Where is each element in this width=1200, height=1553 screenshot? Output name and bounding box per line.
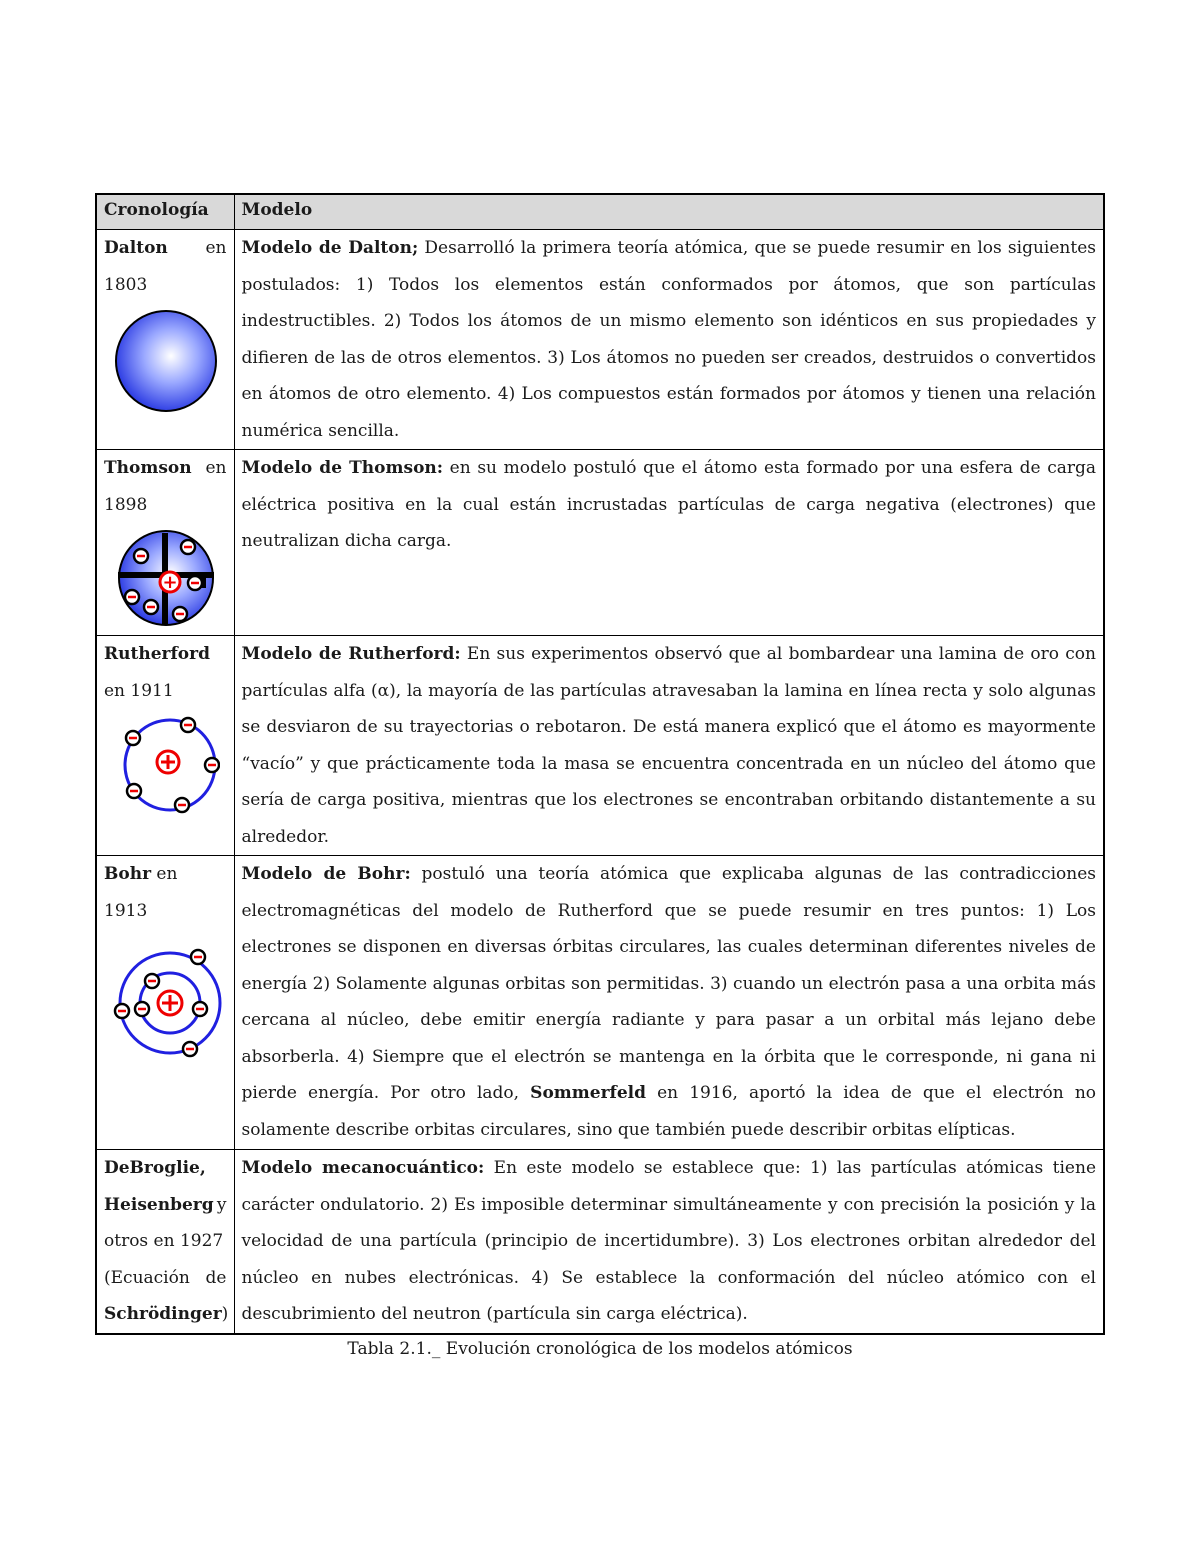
scientist-name: Thomson (104, 458, 192, 478)
scientist-name: Rutherford (104, 644, 210, 664)
model-title: Modelo de Bohr: (241, 864, 411, 884)
year: 1913 (104, 900, 148, 921)
scientist-name: Dalton (104, 238, 168, 258)
table-row (96, 1150, 1104, 1334)
scientist-name: DeBroglie, (104, 1158, 206, 1178)
chronology-cell (96, 636, 234, 856)
year: otros en 1927 (104, 1231, 224, 1251)
model-text: En este modelo se establece que: 1) las partículas atómicas tiene carácter ondulatorio. 2) Es imposible determinar simultáneamente y con precisión la posición y la velocidad de una partícula (principio de incertidumbre). 3) Los electrones orbitan alrededor del núcleo en nubes electrónicas. 4) Se establece la conformación del núcleo atómico con el descubrimiento del neutron (partícula sin carga eléctrica). (241, 1158, 1097, 1324)
model-description-cell (234, 230, 1104, 450)
year: en 1911 (104, 680, 174, 701)
chronology-cell: Bohr en 1913 (96, 856, 234, 1150)
table-row (96, 450, 1104, 636)
model-title: Modelo de Rutherford: (241, 644, 461, 664)
model-title: Modelo de Thomson: (241, 458, 444, 478)
model-description-cell (234, 450, 1104, 636)
model-text: en su modelo postuló que el átomo esta formado por una esfera de carga eléctrica positiva en la cual están incrustadas partículas de carga negativa (electrones) que neutralizan dicha carga. (241, 458, 1096, 551)
table-caption: Tabla 2.1._ Evolución cronológica de los modelos atómicos (347, 1339, 853, 1359)
chronology-cell: Thomson en 1898 + (96, 450, 234, 636)
sommerfeld-name: Sommerfeld (530, 1083, 647, 1103)
atomic-models-table (95, 193, 1105, 1335)
model-title: Modelo mecanocuántico: (241, 1158, 485, 1178)
header-chronology: Cronología (96, 194, 234, 230)
bohr-atom-icon (110, 943, 222, 1083)
year: 1803 (104, 274, 148, 295)
header-model: Modelo (234, 194, 1104, 230)
model-description-cell (234, 1150, 1104, 1334)
year: 1898 (104, 494, 148, 515)
model-text: Desarrolló la primera teoría atómica, que se puede resumir en los siguientes postulados: 1) Todos los elementos están conformados por átomos, que son partículas indestructibles. 2) Todos los átomos de un mismo elemento son idénticos en sus propiedades y difieren de las de otros elementos. 3) Los átomos no pueden ser creados, destruidos o convertidos en átomos de otro elemento. 4) Los compuestos están formados por átomos y tienen una relación numérica sencilla. (241, 238, 1096, 441)
svg-text:+: + (162, 572, 178, 593)
chronology-cell: DeBroglie, Heisenberg y otros en 1927 (Ecuación de Schrödinger) (96, 1150, 234, 1334)
model-description-cell (234, 856, 1104, 1150)
table-row (96, 856, 1104, 1150)
scientist-name: Heisenberg (104, 1194, 214, 1215)
model-text-continued: en 1916, aportó la idea de que el electrón no solamente describe orbitas circulares, sino que también puede describir orbitas elípticas. (241, 1083, 1097, 1140)
thomson-atom-icon (110, 527, 220, 629)
scientist-name: Schrödinger (104, 1304, 222, 1324)
chronology-cell: Dalton en 1803 (96, 230, 234, 450)
model-description-cell (234, 636, 1104, 856)
model-title: Modelo de Dalton; (241, 238, 419, 258)
model-text: En sus experimentos observó que al bombardear una lamina de oro con partículas alfa (α), la mayoría de las partículas atravesaban la lamina en línea recta y solo algunas se desviaron de su trayectorias o rebotaron. De está manera explicó que el átomo es mayormente “vacío” y que prácticamente toda la masa se encuentra concentrada en un núcleo del átomo que sería de carga positiva, mientras que los electrones se encontraban orbitando distantemente a su alrededor. (241, 644, 1096, 847)
model-text: postuló una teoría atómica que explicaba algunas de las contradicciones electromagnéticas del modelo de Rutherford que se puede resumir en tres puntos: 1) Los electrones se disponen en diversas órbitas circulares, las cuales determinan diferentes niveles de energía 2) Solamente algunas orbitas son permitidas. 3) cuando un electrón pasa a una orbita más cercana al núcleo, debe emitir energía radiante y para pasar a un orbital más lejano debe absorberla. 4) Siempre que el electrón se mantenga en la órbita que le corresponde, ni gana ni pierde energía. Por otro lado, (241, 864, 1096, 1103)
dalton-sphere-icon (110, 307, 220, 417)
table-row (96, 636, 1104, 856)
scientist-name: Bohr (104, 864, 152, 884)
table-row (96, 230, 1104, 450)
table-header-row (96, 194, 1104, 230)
rutherford-atom-icon (110, 713, 220, 817)
